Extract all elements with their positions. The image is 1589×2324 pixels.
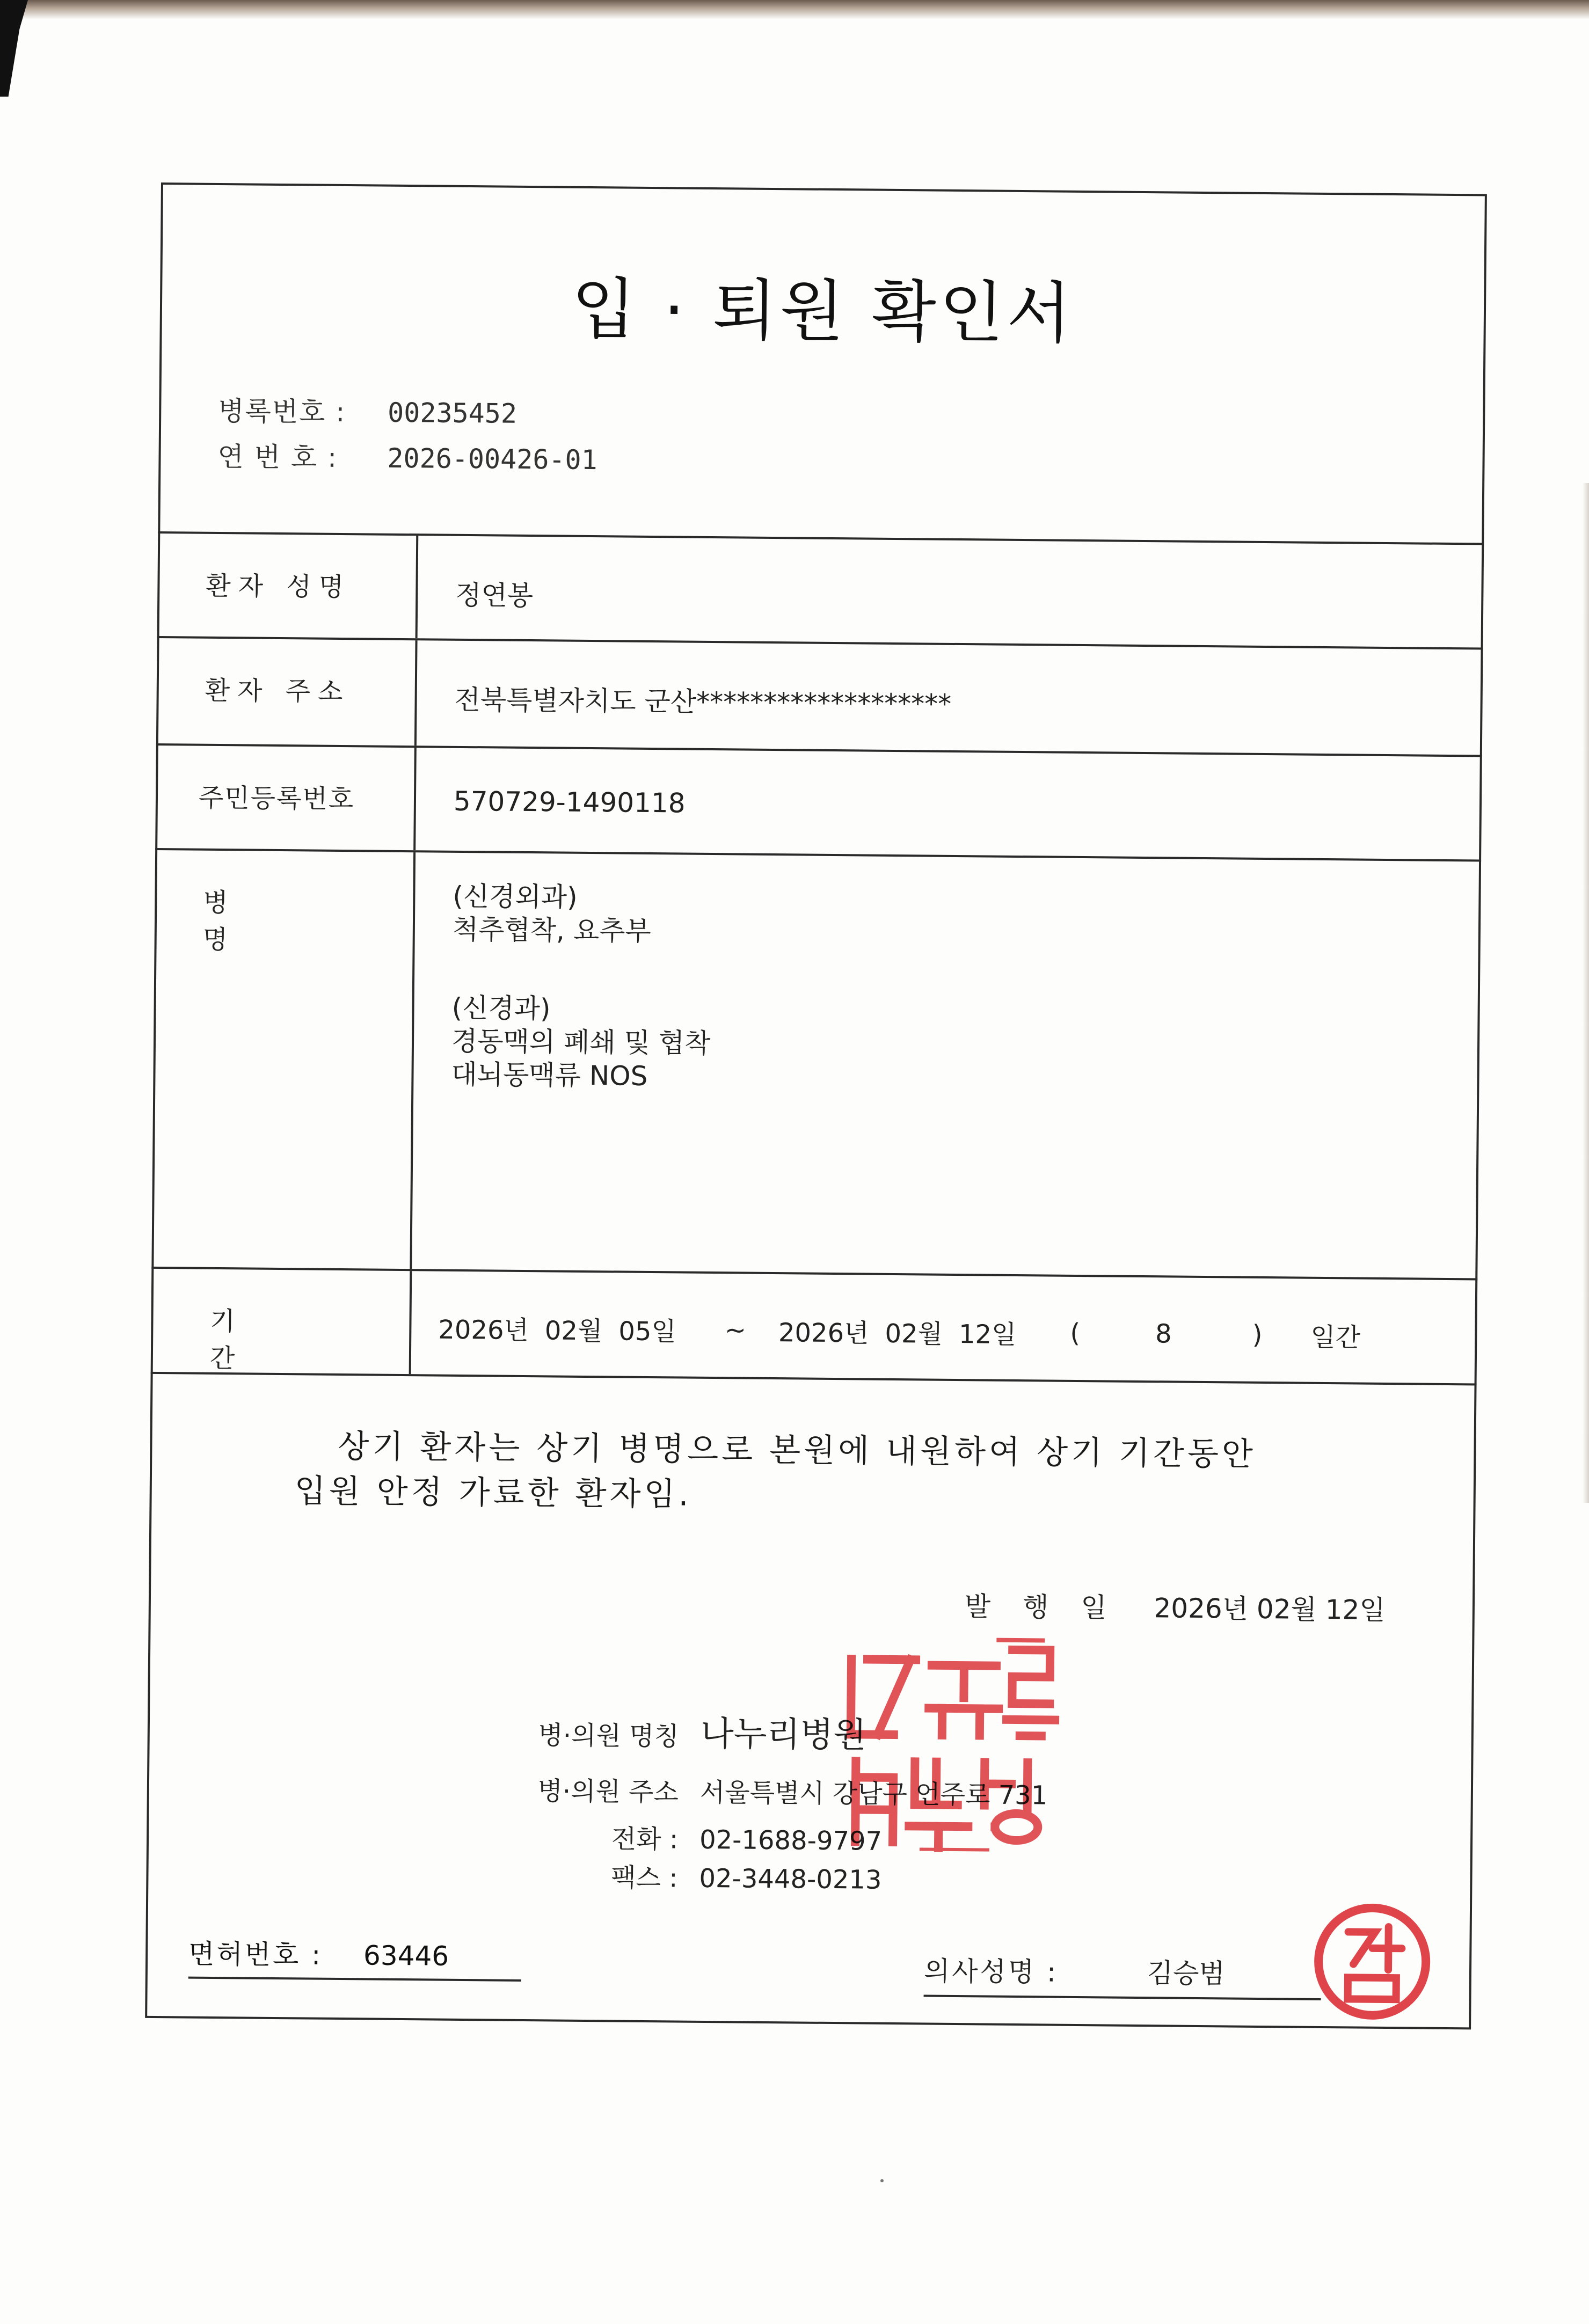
hospital-name-label: 병·의원 명칭 <box>538 1720 680 1752</box>
period-end-month: 02월 <box>885 1318 943 1349</box>
period-end-year: 2026년 <box>778 1318 869 1349</box>
period-start-year: 2026년 <box>438 1314 529 1346</box>
hospital-fax-line <box>495 1858 1047 1901</box>
diagnosis-dept-1: (신경외과) <box>453 880 578 913</box>
period-open-paren: ( <box>1070 1318 1081 1348</box>
serial-number-label: 연 번 호 : <box>217 441 338 473</box>
patient-name-value: 정연봉 <box>455 579 534 612</box>
hospital-phone: 02-1688-9797 <box>699 1824 883 1857</box>
diagnosis-item-1-1: 척추협착, 요추부 <box>452 913 652 947</box>
patient-name-row <box>157 531 1484 648</box>
license-number-label: 면허번호 : <box>188 1938 323 1971</box>
scan-dust-mark <box>880 2179 884 2182</box>
patient-address-row <box>156 636 1483 755</box>
doctor-name-label: 의사성명 : <box>923 1955 1059 1988</box>
hospital-seal-stamp-icon <box>834 1627 1061 1854</box>
period-row <box>151 1267 1478 1386</box>
period-close-paren: ) <box>1252 1319 1263 1350</box>
license-number-line <box>188 1933 522 1982</box>
certificate-document <box>145 182 1487 2029</box>
serial-number-value: 2026-00426-01 <box>387 442 598 476</box>
statement-line-2: 입원 안정 가료한 환자임. <box>294 1472 692 1514</box>
scan-edge-right <box>1583 483 1589 1503</box>
doctor-name-value: 김승범 <box>1147 1957 1225 1990</box>
patient-address-label: 환자 주소 <box>156 638 418 746</box>
period-end-day: 12일 <box>958 1319 1017 1350</box>
period-days: 8 <box>1155 1318 1172 1349</box>
issue-date-label: 발 행 일 <box>964 1591 1119 1624</box>
diagnosis-item-2-1: 경동맥의 폐쇄 및 협착 <box>451 1025 711 1059</box>
patient-rrn-label: 주민등록번호 <box>155 746 417 850</box>
record-number-value: 00235452 <box>387 397 517 429</box>
hospital-phone-label: 전화 : <box>611 1824 679 1855</box>
scan-corner-mark <box>0 0 28 97</box>
period-tilde: ~ <box>724 1314 747 1346</box>
hospital-address-label: 병·의원 주소 <box>537 1776 679 1808</box>
hospital-name: 나누리병원 <box>700 1714 867 1756</box>
period-start-month: 02월 <box>544 1316 603 1347</box>
scan-edge-top <box>0 0 1589 19</box>
patient-name-label: 환자 성명 <box>157 534 419 638</box>
period-value <box>411 1271 1478 1383</box>
statement-line-1: 상기 환자는 상기 병명으로 본원에 내원하여 상기 기간동안 <box>338 1427 1257 1473</box>
issue-date-line <box>965 1585 1386 1627</box>
patient-rrn-value: 570729-1490118 <box>453 785 686 819</box>
patient-address-value: 전북특별자치도 군산******************* <box>454 684 952 720</box>
hospital-fax: 02-3448-0213 <box>699 1863 882 1895</box>
patient-rrn-row <box>155 743 1482 860</box>
doctor-name-line <box>924 1950 1322 2000</box>
diagnosis-dept-2: (신경과) <box>451 992 551 1025</box>
hospital-fax-label: 팩스 : <box>611 1862 678 1894</box>
record-number-line <box>218 390 517 431</box>
serial-number-line <box>217 435 597 477</box>
certification-statement <box>294 1423 1256 1522</box>
period-label: 기 간 <box>151 1269 412 1374</box>
diagnosis-row <box>151 848 1481 1278</box>
period-suffix: 일간 <box>1310 1322 1361 1353</box>
patient-info-table <box>151 531 1484 1385</box>
diagnosis-item-2-2: 대뇌동맥류 NOS <box>451 1058 648 1092</box>
period-start-day: 05일 <box>618 1316 677 1347</box>
diagnosis-value <box>412 852 1481 1278</box>
record-number-label: 병록번호 : <box>218 395 346 428</box>
issue-date-value: 2026년 02월 12일 <box>1154 1592 1386 1626</box>
diagnosis-label: 병 명 <box>151 850 416 1269</box>
document-title: 입 · 퇴원 확인서 <box>571 271 1075 353</box>
doctor-seal-stamp-icon <box>1310 1899 1434 2024</box>
license-number-value: 63446 <box>363 1940 449 1972</box>
hospital-address: 서울특별시 강남구 언주로 731 <box>699 1777 1048 1811</box>
